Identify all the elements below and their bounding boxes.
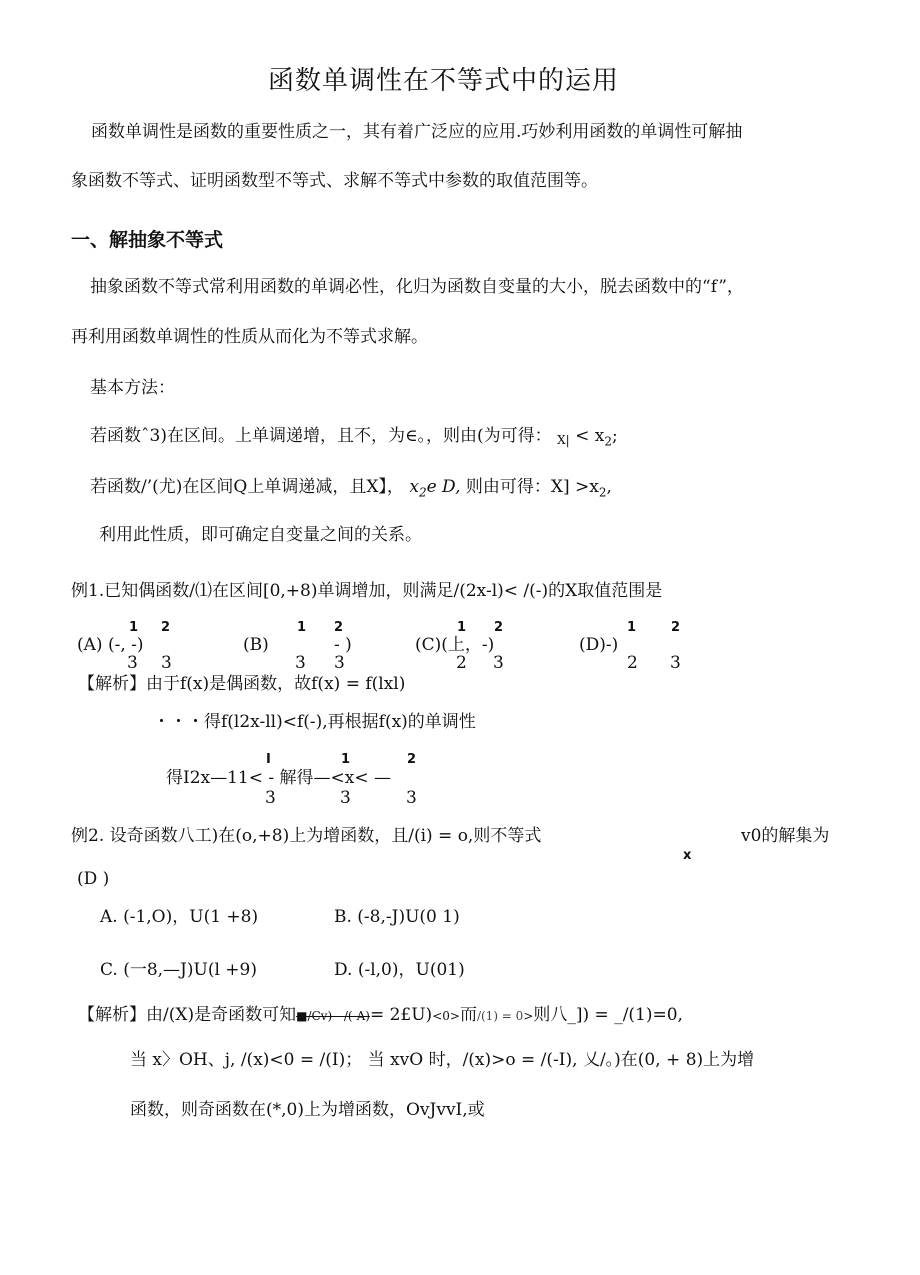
intro-line-2: 象函数不等式、证明函数型不等式、求解不等式中参数的取值范围等。 (71, 171, 598, 191)
method-2-tail: 则由可得：X] >x (465, 477, 599, 497)
ex1-opt-c-num2: 2 (494, 620, 504, 635)
ex1-opt-b-mid: - ) (334, 635, 352, 655)
ex1-opt-d-den1: 2 (627, 653, 638, 673)
ex1-opt-c: (C)(上，-) (415, 635, 495, 655)
example-2-frac-x: x (683, 848, 692, 863)
method-label: 基本方法： (90, 378, 175, 398)
example-2-question-tail: v0的解集为 (741, 826, 830, 846)
example-2-answer: (D ) (77, 869, 110, 889)
method-1 (90, 426, 618, 451)
ex1-opt-c-den2: 3 (493, 653, 504, 673)
ex2-line-3: 函数，则奇函数在(*,0)上为增函数，OvJvvI,或 (130, 1100, 485, 1120)
ex1-step3-n1: I (266, 752, 271, 767)
ex2-opt-a: A. (-1,O)，U(1 +8) (100, 907, 259, 927)
method-2-end: , (606, 477, 612, 497)
method-2-head: 若函数/’(尤)在区间Q上单调递减，且X】， (90, 477, 404, 497)
ex1-opt-a-num1: 1 (129, 620, 139, 635)
page-title: 函数单调性在不等式中的运用 (268, 66, 620, 96)
ex1-analysis-text: 由于f(x)是偶函数，故f(x) = f(lxl) (146, 674, 406, 694)
ex1-step3-d3: 3 (406, 788, 417, 808)
ex1-step-3: 得I2x—11< - 解得—<x< — (166, 768, 392, 788)
ex1-opt-a-den1: 3 (127, 653, 138, 673)
ex2-analysis-c: 而 (459, 1005, 477, 1025)
ex1-opt-d: (D)-) (579, 635, 619, 655)
method-2-var: $x_2e$ D, (409, 477, 461, 500)
ex2-analysis-b-sub: <0> (432, 1009, 460, 1023)
method-1-end: ; (611, 426, 618, 446)
method-conclusion: 利用此性质，即可确定自变量之间的关系。 (99, 525, 422, 545)
ex2-analysis-garble: ■/Cv) - /(-A) (296, 1009, 370, 1023)
ex2-opt-d: D. (-l,0)，U(01) (334, 960, 465, 980)
ex1-opt-c-num1: 1 (457, 620, 467, 635)
ex1-opt-b: (B) (243, 635, 269, 655)
ex2-analysis-b: = 2£U) (369, 1005, 433, 1025)
ex2-analysis-d: 则八_]) = _/(1)=0, (533, 1005, 683, 1025)
s1-paragraph-line-2: 再利用函数单调性的性质从而化为不等式求解。 (71, 327, 428, 347)
ex1-opt-b-num1: 1 (297, 620, 307, 635)
section-heading: 一、解抽象不等式 (71, 229, 224, 251)
ex1-opt-d-num2: 2 (671, 620, 681, 635)
ex1-analysis (78, 674, 405, 694)
example-2-question: 例2. 设奇函数八工)在(o,+8)上为增函数，且/(i) = o,则不等式 (71, 826, 542, 846)
ex1-opt-c-den1: 2 (456, 653, 467, 673)
example-1-question: 例1.已知偶函数/⑴在区间[0,+8)单调增加，则满足/(2x-l)< /(-)的X取值范围是 (71, 581, 663, 601)
method-1-text: 若函数ˆ3)在区间。上单调递增，且不，为∈。，则由(为可得： (90, 426, 552, 446)
ex2-analysis-label: 【解析】 (78, 1005, 146, 1025)
method-1-sub: 2 (604, 434, 612, 449)
ex2-analysis-a: 由/(X)是奇函数可知 (146, 1005, 297, 1025)
ex1-analysis-label: 【解析】 (78, 674, 146, 694)
ex1-step-2: ・・・得f(l2x-ll)<f(-),再根据f(x)的单调性 (153, 712, 476, 732)
ex1-step3-d1: 3 (265, 788, 276, 808)
method-1-tail: < x (575, 426, 605, 446)
ex2-analysis (78, 1005, 683, 1026)
method-1-x1: X| (557, 433, 570, 447)
method-2-sub: 2 (598, 485, 607, 500)
ex1-opt-b-den1: 3 (295, 653, 306, 673)
ex1-opt-a-num2: 2 (161, 620, 171, 635)
method-2 (90, 477, 612, 502)
ex2-opt-c: C. (一8,—J)U(l +9) (100, 960, 258, 980)
ex1-opt-b-num2: 2 (334, 620, 344, 635)
intro-line-1: 函数单调性是函数的重要性质之一，其有着广泛应的应用.巧妙利用函数的单调性可解抽 (91, 122, 743, 142)
ex1-opt-d-num1: 1 (627, 620, 637, 635)
ex2-analysis-c-sub: > (523, 1009, 534, 1023)
ex1-step3-n3: 2 (407, 752, 417, 767)
ex1-opt-a-den2: 3 (161, 653, 172, 673)
ex2-line-2: 当 x〉OH、j, /(x)<0 = /(I)； 当 xvO 时，/(x)>o = /(-I), 乂/。)在(0, + 8)上为增 (130, 1050, 755, 1070)
ex2-opt-b: B. (-8,-J)U(0 1) (334, 907, 460, 927)
ex1-step3-n2: 1 (341, 752, 351, 767)
ex1-opt-a: (A) (-, -) (77, 635, 144, 655)
ex1-step3-d2: 3 (340, 788, 351, 808)
ex2-analysis-small: /(1) = 0 (476, 1009, 524, 1023)
s1-paragraph-line-1: 抽象函数不等式常利用函数的单调必性，化归为函数自变量的大小，脱去函数中的“f”， (90, 277, 744, 297)
ex1-opt-b-den2: 3 (334, 653, 345, 673)
ex1-opt-d-den2: 3 (670, 653, 681, 673)
